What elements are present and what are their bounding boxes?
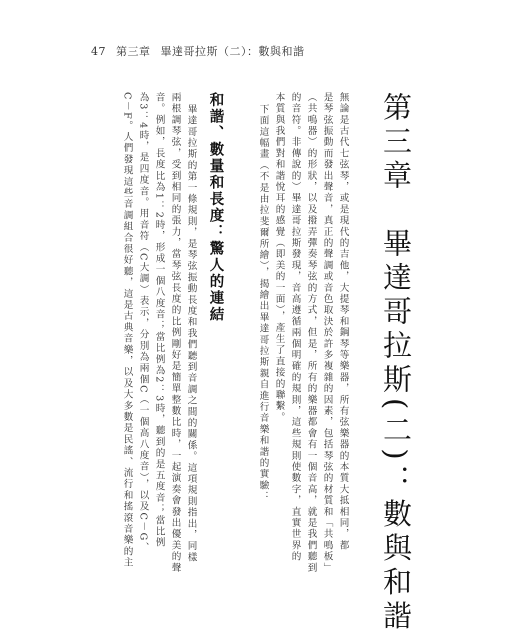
paragraph-column: C－F。人們發現這些音調組合很好聽，這是古典音樂，以及大多數是民謠、流行和搖滾音樂的主 xyxy=(121,92,133,569)
paragraph-column: 本質與我們對和諧悅耳的感覺（即美的一面），產生了直接的聯繫。 xyxy=(273,92,285,424)
paragraph-column: 為3：4時，是四度音。用音符（C大調）表示，分別為兩個C（一個高八度音），以及C－G、 xyxy=(137,92,149,554)
header-chapter: 第三章 xyxy=(116,45,151,58)
paragraph-column: 音。例如，長度比為1：2時，形成一個八度音；當比例為2：3時，聽到的是五度音；當比例 xyxy=(153,92,165,549)
paragraph-column: 無論是古代七弦琴，或是現代的吉他，大提琴和鋼琴等樂器，所有弦樂器的本質大抵相同，都 xyxy=(337,92,349,552)
section-heading: 和諧、數量和長度：驚人的連結 xyxy=(207,92,225,323)
page-number: 47 xyxy=(91,45,106,58)
paragraph-column: 畢達哥拉斯的第一條規則，是琴弦振動長度和我們聽到音調之間的關係。這項規則指出，同樣 xyxy=(185,104,197,564)
paragraph-column: 下面這幅畫（不是由拉斐爾所繪），揭繪出畢達哥拉斯親自進行音樂和諧的實驗： xyxy=(257,104,269,503)
header-running-title: 畢達哥拉斯（二）：數與和諧 xyxy=(160,45,305,58)
chapter-title: 第三章 畢達哥拉斯(二)：數與和諧 xyxy=(379,92,413,635)
running-header xyxy=(91,43,311,59)
paragraph-column: （共鳴器）的形狀，以及撥弄彈奏琴弦的方式，但是，所有的樂器都會有一個音高，就是我們聽到 xyxy=(305,92,317,574)
paragraph-column: 兩根調琴弦，受到相同的張力，當琴弦長度的比例剛好是簡單整數比時，一起演奏會發出優美的聲 xyxy=(169,92,181,574)
paragraph-column: 的音符。非傳說的）畢達哥拉斯發現，音高遵循兩個明確的規則，這些規則使數字，直實世界的 xyxy=(289,92,301,563)
paragraph-column: 是琴弦振動而發出聲音，真正的聲調或音色取決於許多複雜的因素，包括琴弦的材質和「共鳴板」 xyxy=(321,92,333,574)
